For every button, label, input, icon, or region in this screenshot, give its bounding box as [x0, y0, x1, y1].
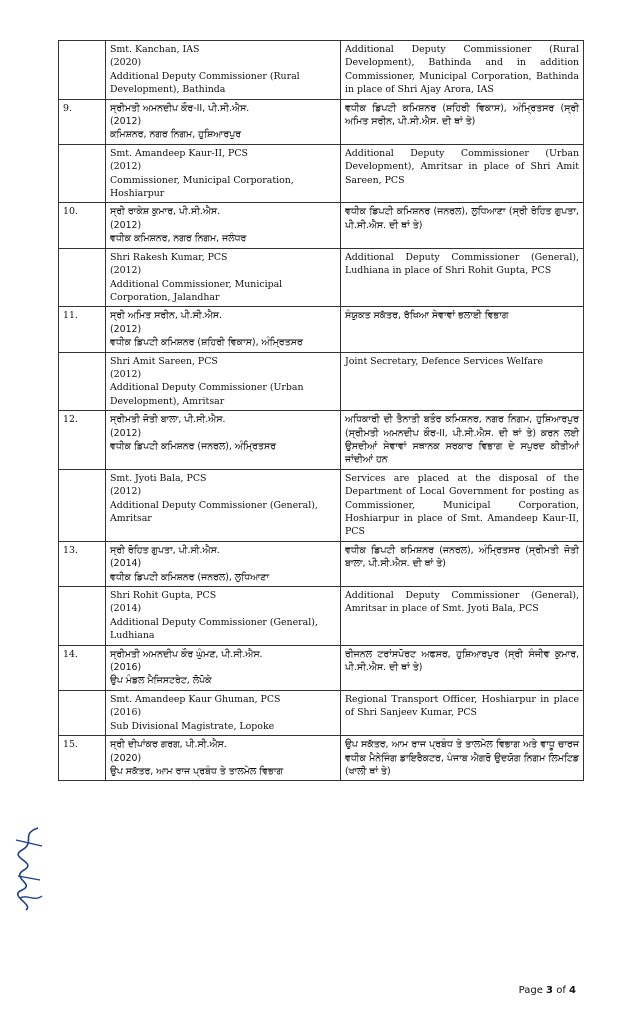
table-row: [59, 99, 584, 144]
officer-name: ਸ੍ਰੀਮਤੀ ਜੋਤੀ ਬਾਲਾ, ਪੀ.ਸੀ.ਐਸ.: [110, 414, 226, 426]
officer-name: ਸ੍ਰੀ ਅਮਿਤ ਸਰੀਨ, ਪੀ.ਸੀ.ਐਸ.: [110, 310, 222, 322]
batch-year: (2014): [110, 603, 142, 615]
present-posting: ਉਪ ਸਕੱਤਰ, ਆਮ ਰਾਜ ਪ੍ਰਬੰਧ ਤੇ ਤਾਲਮੇਲ ਵਿਭਾਗ: [110, 765, 284, 777]
batch-year: (2016): [110, 662, 142, 674]
serial-number: 9.: [59, 99, 106, 144]
officer-details: [106, 690, 341, 735]
present-posting: Additional Deputy Commissioner (Urban Development), Amritsar: [110, 382, 304, 407]
new-posting: Services are placed at the disposal of the Department of Local Government for posting as Commissioner, Municipal Corporation, Hoshiarpur in place of Smt. Amandeep Kaur-II, PCS: [341, 469, 584, 541]
officer-details: [106, 144, 341, 203]
new-posting: Joint Secretary, Defence Services Welfare: [341, 352, 584, 411]
serial-number: 10.: [59, 203, 106, 248]
officer-details: [106, 352, 341, 411]
present-posting: Sub Divisional Magistrate, Lopoke: [110, 720, 275, 732]
present-posting: Additional Deputy Commissioner (Rural Development), Bathinda: [110, 70, 300, 96]
table-row: [59, 587, 584, 646]
new-posting: Additional Deputy Commissioner (General), Amritsar in place of Smt. Jyoti Bala, PCS: [341, 587, 584, 646]
new-posting: Additional Deputy Commissioner (Urban Development), Amritsar in place of Shri Amit Sareen, PCS: [341, 144, 584, 203]
serial-number: 12.: [59, 411, 106, 470]
present-posting: ਵਧੀਕ ਡਿਪਟੀ ਕਮਿਸ਼ਨਰ (ਜਨਰਲ), ਲੁਧਿਆਣਾ: [110, 571, 270, 583]
table-row: [59, 352, 584, 411]
table-row: [59, 41, 584, 100]
batch-year: (2020): [110, 57, 142, 69]
officer-details: [106, 645, 341, 690]
serial-number: 11.: [59, 307, 106, 352]
present-posting: ਉਪ ਮੰਡਲ ਮੈਜਿਸਟਰੇਟ, ਲੋਪੋਕੇ: [110, 675, 212, 687]
new-posting: ਵਧੀਕ ਡਿਪਟੀ ਕਮਿਸ਼ਨਰ (ਜਨਰਲ), ਅੰਮ੍ਰਿਤਸਰ (ਸ੍ਰੀਮਤੀ ਜੋਤੀ ਬਾਲਾ, ਪੀ.ਸੀ.ਐਸ. ਦੀ ਥਾਂ ਤੇ): [341, 541, 584, 586]
officer-details: [106, 587, 341, 646]
batch-year: (2012): [110, 161, 142, 173]
officer-details: [106, 41, 341, 100]
officer-name: Shri Rakesh Kumar, PCS: [110, 251, 228, 263]
batch-year: (2012): [110, 116, 142, 128]
present-posting: Additional Deputy Commissioner (General), Ludhiana: [110, 616, 318, 642]
serial-number: [59, 690, 106, 735]
batch-year: (2012): [110, 323, 142, 335]
table-row: [59, 411, 584, 470]
batch-year: (2012): [110, 368, 142, 380]
table-row: [59, 736, 584, 781]
serial-number: [59, 469, 106, 541]
table-row: [59, 645, 584, 690]
officer-details: [106, 411, 341, 470]
serial-number: [59, 248, 106, 307]
table-row: [59, 248, 584, 307]
of-label: of: [556, 985, 566, 996]
officer-name: Smt. Amandeep Kaur-II, PCS: [110, 147, 248, 159]
officer-details: [106, 203, 341, 248]
new-posting: ਸੰਯੁਕਤ ਸਕੱਤਰ, ਰੱਖਿਆ ਸੇਵਾਵਾਂ ਭਲਾਈ ਵਿਭਾਗ: [341, 307, 584, 352]
page-footer: [519, 985, 576, 996]
present-posting: ਕਮਿਸ਼ਨਰ, ਨਗਰ ਨਿਗਮ, ਹੁਸ਼ਿਆਰਪੁਰ: [110, 129, 242, 141]
officer-name: ਸ੍ਰੀ ਦੀਪਾਂਕਰ ਗਰਗ, ਪੀ.ਸੀ.ਐਸ.: [110, 739, 227, 751]
officer-name: Shri Amit Sareen, PCS: [110, 355, 218, 367]
officer-details: [106, 99, 341, 144]
page-label: Page: [518, 985, 543, 996]
new-posting: ਉਪ ਸਕੱਤਰ, ਆਮ ਰਾਜ ਪ੍ਰਬੰਧ ਤੇ ਤਾਲਮੇਲ ਵਿਭਾਗ ਅਤੇ ਵਾਧੂ ਚਾਰਜ ਵਧੀਕ ਮੈਨੇਜਿੰਗ ਡਾਇਰੈਕਟਰ, ਪੰਜਾਬ ਐਗਰੋ ਉਦਯੋਗ ਨਿਗਮ ਲਿਮਟਿਡ (ਖਾਲੀ ਥਾਂ ਤੇ): [341, 736, 584, 781]
handwritten-signature: [8, 820, 48, 916]
officer-name: ਸ੍ਰੀ ਰੋਹਿਤ ਗੁਪਤਾ, ਪੀ.ਸੀ.ਐਸ.: [110, 544, 220, 556]
batch-year: (2014): [110, 558, 142, 570]
new-posting: Additional Deputy Commissioner (Rural Development), Bathinda and in addition Commissioner, Municipal Corporation, Bathinda in place of Shri Ajay Arora, IAS: [341, 41, 584, 100]
present-posting: Additional Commissioner, Municipal Corporation, Jalandhar: [110, 278, 283, 303]
new-posting: ਅਧਿਕਾਰੀ ਦੀ ਤੈਨਾਤੀ ਬਤੌਰ ਕਮਿਸ਼ਨਰ, ਨਗਰ ਨਿਗਮ, ਹੁਸ਼ਿਆਰਪੁਰ (ਸ੍ਰੀਮਤੀ ਅਮਨਦੀਪ ਕੌਰ-II, ਪੀ.ਸੀ.ਐਸ. ਦੀ ਥਾਂ ਤੇ) ਕਰਨ ਲਈ ਉਸਦੀਆਂ ਸੇਵਾਵਾਂ ਸਥਾਨਕ ਸਰਕਾਰ ਵਿਭਾਗ ਦੇ ਸਪੁਰਦ ਕੀਤੀਆਂ ਜਾਂਦੀਆਂ ਹਨ: [341, 411, 584, 470]
present-posting: ਵਧੀਕ ਡਿਪਟੀ ਕਮਿਸ਼ਨਰ (ਜਨਰਲ), ਅੰਮ੍ਰਿਤਸਰ: [110, 440, 276, 452]
transfer-order-table: [58, 40, 584, 781]
batch-year: (2012): [110, 486, 142, 498]
page-total: 4: [569, 985, 576, 996]
present-posting: Commissioner, Municipal Corporation, Hoshiarpur: [110, 174, 294, 200]
officer-details: [106, 736, 341, 781]
new-posting: ਰੀਜਨਲ ਟਰਾਂਸਪੋਰਟ ਅਫਸਰ, ਹੁਸ਼ਿਆਰਪੁਰ (ਸ੍ਰੀ ਸੰਜੀਵ ਕੁਮਾਰ, ਪੀ.ਸੀ.ਐਸ. ਦੀ ਥਾਂ ਤੇ): [341, 645, 584, 690]
present-posting: Additional Deputy Commissioner (General), Amritsar: [110, 499, 318, 524]
present-posting: ਵਧੀਕ ਕਮਿਸ਼ਨਰ, ਨਗਰ ਨਿਗਮ, ਜਲੰਧਰ: [110, 233, 247, 245]
serial-number: 13.: [59, 541, 106, 586]
new-posting: Additional Deputy Commissioner (General), Ludhiana in place of Shri Rohit Gupta, PCS: [341, 248, 584, 307]
present-posting: ਵਧੀਕ ਡਿਪਟੀ ਕਮਿਸ਼ਨਰ (ਸ਼ਹਿਰੀ ਵਿਕਾਸ), ਅੰਮ੍ਰਿਤਸਰ: [110, 337, 303, 349]
new-posting: ਵਧੀਕ ਡਿਪਟੀ ਕਮਿਸ਼ਨਰ (ਸ਼ਹਿਰੀ ਵਿਕਾਸ), ਅੰਮ੍ਰਿਤਸਰ (ਸ੍ਰੀ ਅਮਿਤ ਸਰੀਨ, ਪੀ.ਸੀ.ਐਸ. ਦੀ ਥਾਂ ਤੇ): [341, 99, 584, 144]
new-posting: Regional Transport Officer, Hoshiarpur in place of Shri Sanjeev Kumar, PCS: [341, 690, 584, 735]
new-posting: ਵਧੀਕ ਡਿਪਟੀ ਕਮਿਸ਼ਨਰ (ਜਨਰਲ), ਲੁਧਿਆਣਾ (ਸ੍ਰੀ ਰੋਹਿਤ ਗੁਪਤਾ, ਪੀ.ਸੀ.ਐਸ. ਦੀ ਥਾਂ ਤੇ): [341, 203, 584, 248]
batch-year: (2012): [110, 427, 142, 439]
table-row: [59, 307, 584, 352]
table-row: [59, 144, 584, 203]
batch-year: (2016): [110, 707, 142, 719]
officer-name: ਸ੍ਰੀਮਤੀ ਅਮਨਦੀਪ ਕੌਰ ਘੁੰਮਣ, ਪੀ.ਸੀ.ਐਸ.: [110, 648, 263, 660]
officer-name: ਸ੍ਰੀਮਤੀ ਅਮਨਦੀਪ ਕੌਰ-II, ਪੀ.ਸੀ.ਐਸ.: [110, 102, 250, 114]
officer-details: [106, 248, 341, 307]
officer-name: Smt. Jyoti Bala, PCS: [110, 472, 207, 484]
batch-year: (2012): [110, 265, 142, 277]
batch-year: (2020): [110, 752, 142, 764]
page-number: 3: [546, 985, 554, 996]
serial-number: [59, 41, 106, 100]
serial-number: [59, 587, 106, 646]
officer-details: [106, 307, 341, 352]
table-row: [59, 469, 584, 541]
table-row: [59, 203, 584, 248]
serial-number: 14.: [59, 645, 106, 690]
officer-name: Smt. Kanchan, IAS: [110, 44, 200, 55]
table-row: [59, 690, 584, 735]
officer-details: [106, 469, 341, 541]
serial-number: [59, 144, 106, 203]
officer-name: Shri Rohit Gupta, PCS: [110, 590, 217, 602]
table-row: [59, 541, 584, 586]
officer-name: Smt. Amandeep Kaur Ghuman, PCS: [110, 693, 281, 705]
serial-number: [59, 352, 106, 411]
serial-number: 15.: [59, 736, 106, 781]
batch-year: (2012): [110, 219, 142, 231]
officer-name: ਸ੍ਰੀ ਰਾਕੇਸ਼ ਕੁਮਾਰ, ਪੀ.ਸੀ.ਐਸ.: [110, 206, 221, 218]
officer-details: [106, 541, 341, 586]
